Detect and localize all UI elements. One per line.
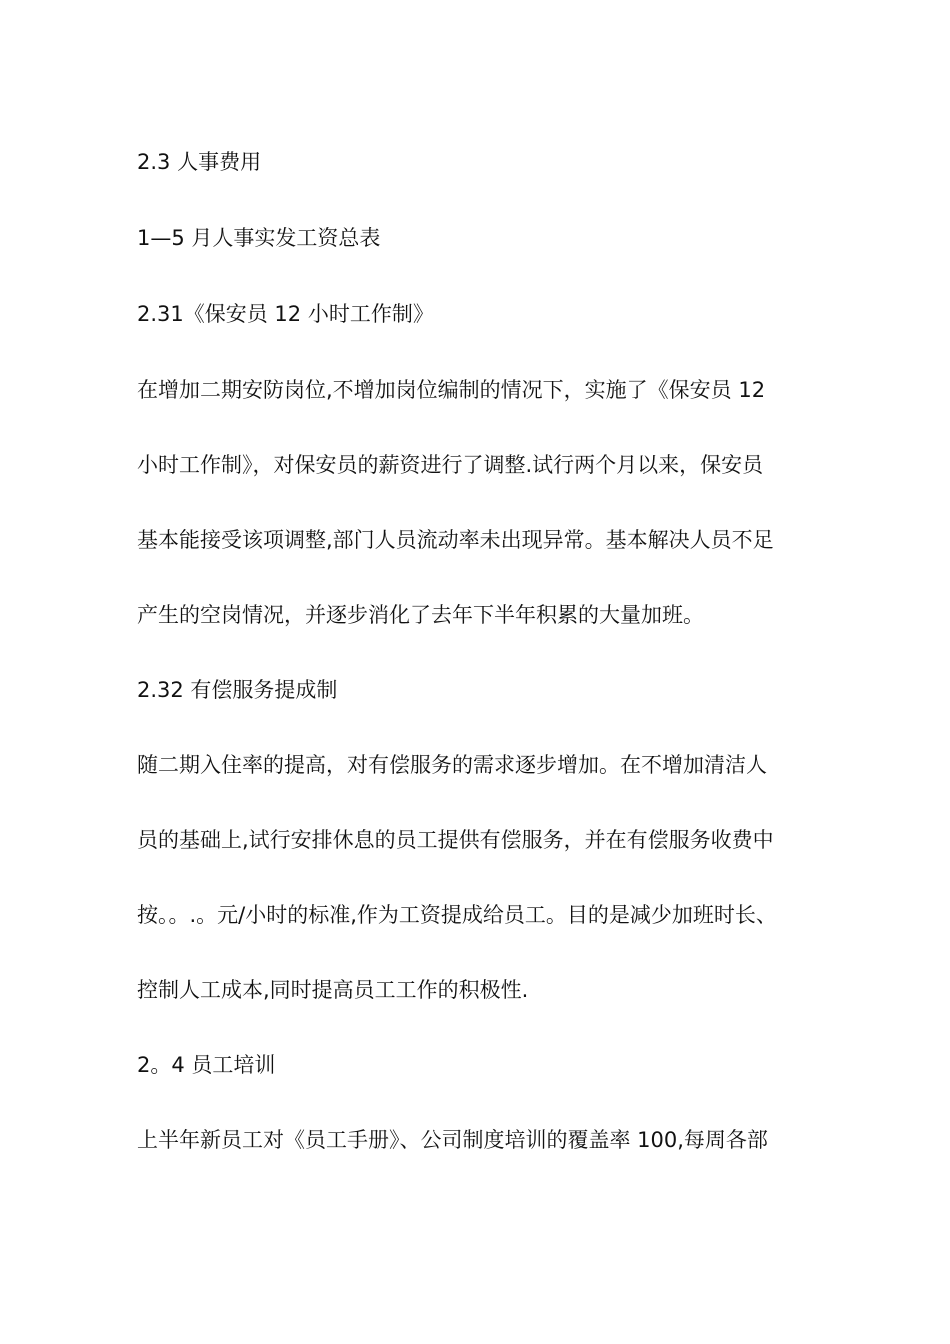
body-line: 上半年新员工对《员工手册》、公司制度培训的覆盖率 100,每周各部 xyxy=(137,1128,768,1152)
body-line: 基本能接受该项调整,部门人员流动率未出现异常。基本解决人员不足 xyxy=(137,528,774,552)
body-line: 随二期入住率的提高，对有偿服务的需求逐步增加。在不增加清洁人 xyxy=(137,753,767,777)
section-heading-2-4: 2。4 员工培训 xyxy=(137,1053,276,1077)
section-heading-2-31: 2.31《保安员 12 小时工作制》 xyxy=(137,302,434,326)
body-line: 小时工作制》，对保安员的薪资进行了调整.试行两个月以来，保安员 xyxy=(137,453,764,477)
body-line: 控制人工成本,同时提高员工工作的积极性. xyxy=(137,978,529,1002)
body-line: 按。。.。元/小时的标准,作为工资提成给员工。目的是减少加班时长、 xyxy=(137,903,777,927)
body-line: 员的基础上,试行安排休息的员工提供有偿服务，并在有偿服务收费中 xyxy=(137,828,774,852)
body-line: 产生的空岗情况，并逐步消化了去年下半年积累的大量加班。 xyxy=(137,603,704,627)
section-heading-2-3: 2.3 人事费用 xyxy=(137,150,262,174)
table-caption: 1—5 月人事实发工资总表 xyxy=(137,226,381,250)
section-heading-2-32: 2.32 有偿服务提成制 xyxy=(137,678,338,702)
body-line: 在增加二期安防岗位,不增加岗位编制的情况下，实施了《保安员 12 xyxy=(137,378,766,402)
